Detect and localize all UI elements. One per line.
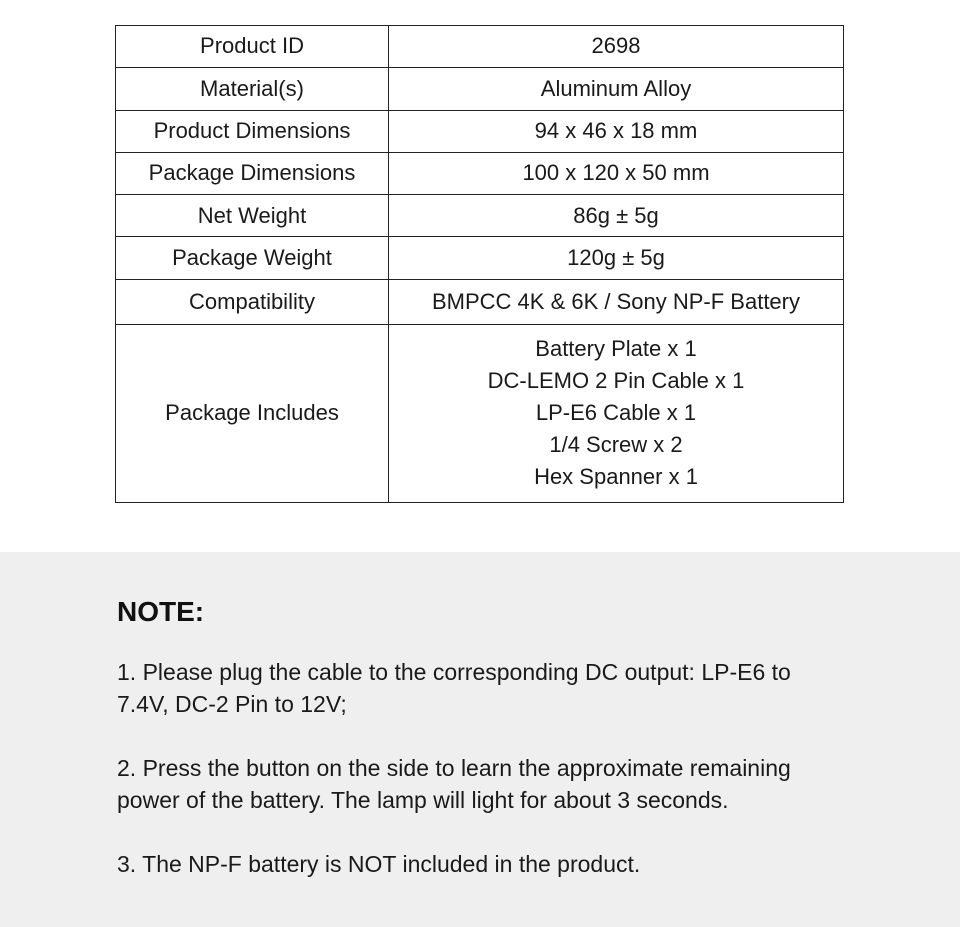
- spec-label: Net Weight: [116, 195, 389, 237]
- spec-label: Product Dimensions: [116, 110, 389, 152]
- list-item: Hex Spanner x 1: [534, 464, 698, 490]
- spec-label: Package Includes: [116, 324, 389, 502]
- table-row: [116, 195, 844, 237]
- spec-table: [115, 25, 844, 503]
- spec-label: Package Dimensions: [116, 152, 389, 194]
- spec-label: Material(s): [116, 68, 389, 110]
- list-item: LP-E6 Cable x 1: [535, 400, 697, 426]
- table-row: [116, 110, 844, 152]
- spec-value: 86g ± 5g: [389, 195, 844, 237]
- note-section: [0, 552, 960, 927]
- spec-label: Package Weight: [116, 237, 389, 279]
- note-item: 2. Press the button on the side to learn the approximate remaining power of the battery. The lamp will light for about 3 seconds.: [117, 755, 791, 813]
- note-title: NOTE:: [117, 596, 205, 627]
- spec-label: Compatibility: [116, 279, 389, 324]
- spec-value: 2698: [389, 26, 844, 68]
- spec-value: 120g ± 5g: [389, 237, 844, 279]
- spec-label: Product ID: [116, 26, 389, 68]
- table-row: [116, 68, 844, 110]
- list-item: Battery Plate x 1: [535, 336, 697, 362]
- note-item: 1. Please plug the cable to the corresponding DC output: LP-E6 to 7.4V, DC-2 Pin to 12V;: [117, 659, 791, 717]
- table-row: [116, 237, 844, 279]
- package-includes-list: [389, 324, 844, 502]
- note-item: 3. The NP-F battery is NOT included in the product.: [117, 851, 641, 877]
- spec-value: BMPCC 4K & 6K / Sony NP-F Battery: [389, 279, 844, 324]
- list-item: 1/4 Screw x 2: [549, 432, 683, 458]
- spec-value: 94 x 46 x 18 mm: [389, 110, 844, 152]
- table-row: [116, 152, 844, 194]
- spec-value: Aluminum Alloy: [389, 68, 844, 110]
- table-row: [116, 279, 844, 324]
- list-item: DC-LEMO 2 Pin Cable x 1: [487, 368, 745, 394]
- spec-value: 100 x 120 x 50 mm: [389, 152, 844, 194]
- table-row: [116, 324, 844, 502]
- table-row: [116, 26, 844, 68]
